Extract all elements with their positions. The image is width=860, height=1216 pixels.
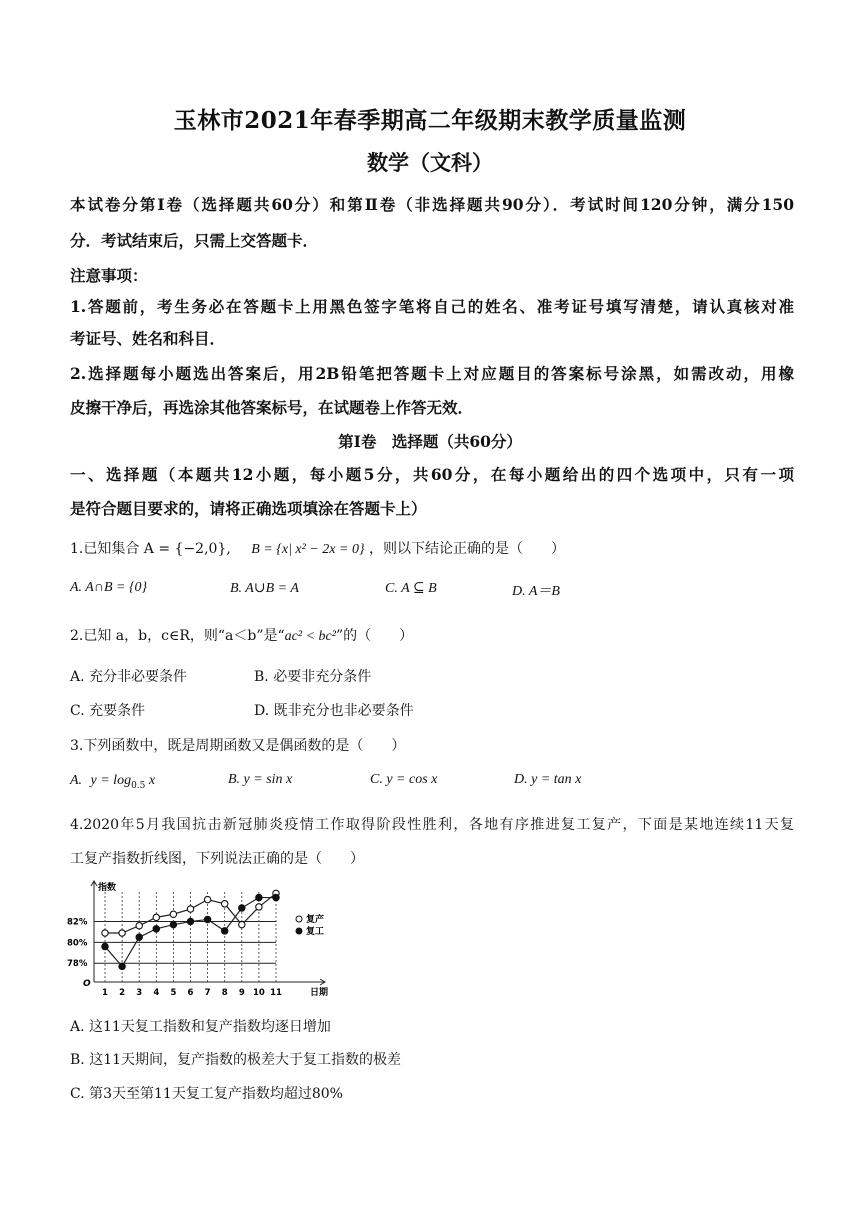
question-3-option-a-base: 0.5	[131, 780, 146, 791]
data-point	[187, 906, 193, 912]
question-4-stem-line-1: 4.2020年5月我国抗击新冠肺炎疫情工作取得阶段性胜利，各地有序推进复工复产，下面是某地连续11天复	[70, 817, 794, 833]
question-3-option-b: B. y = sin x	[228, 772, 293, 787]
legend-label: 复产	[306, 915, 325, 925]
x-tick-label: 7	[204, 988, 211, 998]
question-4-stem-line-2: 工复产指数折线图，下列说法正确的是（ ）	[70, 851, 364, 867]
data-point	[170, 921, 176, 927]
y-tick-label: 80%	[67, 938, 88, 949]
question-1-set-b: B = {x| x² − 2x = 0}	[251, 542, 365, 557]
question-3-option-d: D. y = tan x	[514, 772, 582, 787]
legend-marker	[296, 916, 302, 922]
question-3-option-a-expr: y = log	[90, 773, 132, 788]
exam-title: 玉林市2021年春季期高二年级期末教学质量监测	[173, 107, 687, 134]
data-point	[239, 905, 245, 911]
question-2-stem-a: 2.已知 a，b，c∈R，则“a＜b”是“	[70, 628, 285, 644]
x-tick-label: 6	[187, 988, 194, 998]
question-3-option-a-var: x	[145, 773, 156, 788]
question-1-stem-a: 1.已知集合 A = {−2,0},	[70, 541, 231, 557]
note-2-line-1: 2.选择题每小题选出答案后，用2B铅笔把答题卡上对应题目的答案标号涂黑，如需改动，用橡	[70, 364, 794, 383]
y-tick-label: 82%	[67, 917, 88, 928]
data-point	[239, 921, 245, 927]
question-2-option-c: C. 充要条件	[70, 703, 146, 719]
x-tick-label: 8	[221, 988, 228, 998]
x-tick-label: 1	[102, 988, 108, 998]
intro-line-1: 本试卷分第Ⅰ卷（选择题共60分）和第Ⅱ卷（非选择题共90分）．考试时间120分钟，满分150	[70, 195, 794, 214]
question-4-option-b: B. 这11天期间，复产指数的极差大于复工指数的极差	[70, 1052, 402, 1068]
data-point	[222, 928, 228, 934]
question-2-stem	[70, 625, 794, 645]
index-line-chart	[62, 878, 352, 1000]
note-1-line-1: 1.答题前，考生务必在答题卡上用黑色签字笔将自己的姓名、准考证号填写清楚，请认真核对准	[70, 297, 794, 316]
x-tick-label: 11	[270, 988, 282, 998]
section-heading: 第Ⅰ卷 选择题（共60分）	[338, 432, 522, 451]
question-3-option-a	[70, 772, 155, 791]
part-instructions-line-2: 是符合题目要求的，请将正确选项填涂在答题卡上）	[70, 499, 427, 518]
data-point	[273, 894, 279, 900]
notice-title: 注意事项：	[70, 266, 148, 285]
question-1-stem-c: ，则以下结论正确的是（ ）	[369, 541, 565, 557]
part-instructions-line-1: 一、选择题（本题共12小题，每小题5分，共60分，在每小题给出的四个选项中，只有一项	[70, 465, 794, 484]
data-point	[136, 934, 142, 940]
data-point	[119, 930, 125, 936]
legend-label: 复工	[306, 927, 325, 937]
data-point	[256, 894, 262, 900]
x-tick-label: 9	[238, 988, 245, 998]
x-tick-label: 4	[153, 988, 160, 998]
question-1-option-a: A. A∩B = {0}	[70, 580, 148, 595]
y-axis-title: 指数	[98, 883, 117, 893]
question-2-option-d: D. 既非充分也非必要条件	[254, 703, 414, 719]
x-tick-label: 10	[252, 988, 265, 998]
data-point	[136, 923, 142, 929]
x-tick-label: 3	[136, 988, 143, 998]
question-3-option-a-label: A.	[70, 773, 83, 788]
question-4-option-a: A. 这11天复工指数和复产指数均逐日增加	[70, 1019, 331, 1035]
question-1-option-c: C. A ⊆ B	[385, 581, 437, 596]
data-point	[102, 930, 108, 936]
question-3-option-c: C. y = cos x	[370, 772, 438, 787]
x-tick-label: 2	[119, 988, 126, 998]
question-1-option-b: B. A∪B = A	[230, 581, 299, 596]
question-1-stem	[70, 538, 794, 558]
note-2-line-2: 皮擦干净后，再选涂其他答案标号，在试题卷上作答无效．	[70, 398, 474, 417]
y-tick-label: 78%	[67, 959, 88, 970]
data-point	[187, 918, 193, 924]
data-point	[170, 911, 176, 917]
question-2-stem-c: ”的（ ）	[335, 628, 414, 644]
data-point	[153, 914, 159, 920]
data-point	[204, 896, 210, 902]
x-tick-label: 5	[170, 988, 177, 998]
data-point	[153, 926, 159, 932]
question-2-option-b: B. 必要非充分条件	[254, 669, 372, 685]
data-point	[222, 901, 228, 907]
x-axis-title: 日期	[310, 988, 329, 998]
question-2-inequality: ac² < bc²	[284, 629, 336, 644]
data-point	[102, 943, 108, 949]
legend-marker	[296, 928, 302, 934]
exam-subject: 数学（文科）	[367, 150, 493, 175]
question-4-option-c: C. 第3天至第11天复工复产指数均超过80%	[70, 1086, 343, 1102]
origin-label: O	[83, 979, 91, 989]
data-point	[256, 904, 262, 910]
question-1-option-d: D. A＝B	[512, 584, 560, 599]
question-2-option-a: A. 充分非必要条件	[70, 669, 188, 685]
question-3-stem: 3.下列函数中，既是周期函数又是偶函数的是（ ）	[70, 738, 406, 754]
data-point	[119, 963, 125, 969]
data-point	[204, 916, 210, 922]
note-1-line-2: 考证号、姓名和科目．	[70, 329, 226, 348]
intro-line-2: 分．考试结束后，只需上交答题卡．	[70, 231, 319, 250]
